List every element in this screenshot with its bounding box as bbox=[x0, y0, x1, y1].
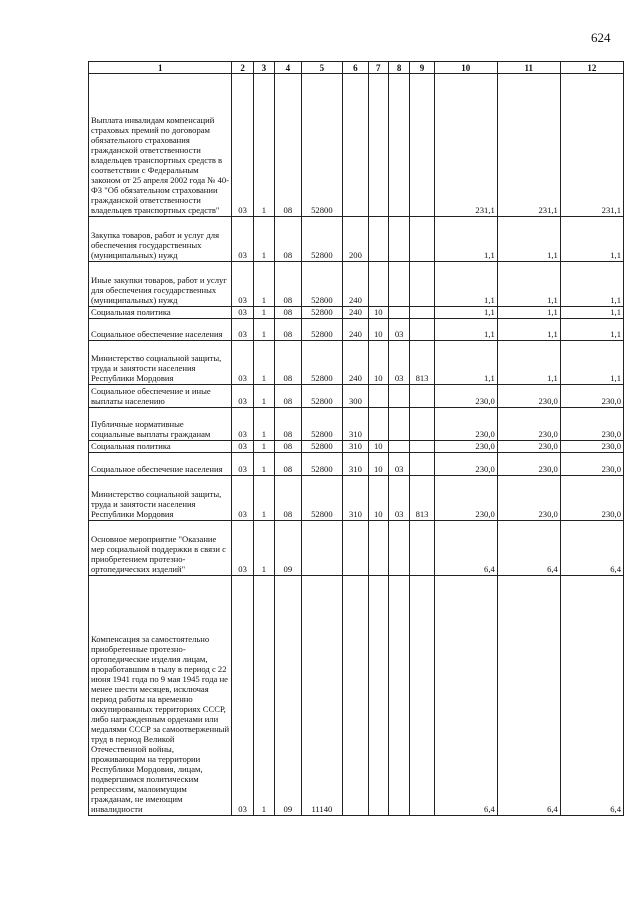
cell-code-4: 08 bbox=[275, 262, 301, 307]
table-row bbox=[89, 408, 624, 441]
cell-code-6 bbox=[343, 521, 368, 576]
cell-code-9: 813 bbox=[410, 341, 434, 385]
cell-amount-12: 1,1 bbox=[560, 341, 623, 385]
cell-code-2: 03 bbox=[232, 74, 253, 217]
cell-code-6 bbox=[343, 576, 368, 816]
cell-amount-11: 1,1 bbox=[497, 319, 560, 341]
cell-amount-12: 230,0 bbox=[560, 453, 623, 476]
cell-code-4: 08 bbox=[275, 307, 301, 319]
cell-code-2: 03 bbox=[232, 307, 253, 319]
table-row bbox=[89, 262, 624, 307]
cell-code-8 bbox=[388, 521, 409, 576]
cell-code-6: 310 bbox=[343, 476, 368, 521]
cell-amount-11: 1,1 bbox=[497, 341, 560, 385]
cell-amount-11: 231,1 bbox=[497, 74, 560, 217]
cell-code-4: 08 bbox=[275, 441, 301, 453]
cell-code-5: 52800 bbox=[301, 217, 343, 262]
cell-code-6 bbox=[343, 74, 368, 217]
cell-code-3: 1 bbox=[253, 453, 274, 476]
cell-code-5: 52800 bbox=[301, 262, 343, 307]
cell-code-2: 03 bbox=[232, 319, 253, 341]
cell-amount-11: 1,1 bbox=[497, 262, 560, 307]
cell-code-2: 03 bbox=[232, 521, 253, 576]
cell-code-4: 08 bbox=[275, 408, 301, 441]
cell-code-5: 52800 bbox=[301, 441, 343, 453]
cell-code-2: 03 bbox=[232, 385, 253, 408]
col-header: 2 bbox=[232, 62, 253, 74]
cell-code-2: 03 bbox=[232, 441, 253, 453]
cell-code-4: 08 bbox=[275, 341, 301, 385]
cell-amount-10: 1,1 bbox=[434, 341, 497, 385]
cell-code-3: 1 bbox=[253, 319, 274, 341]
col-header: 1 bbox=[89, 62, 232, 74]
cell-code-3: 1 bbox=[253, 521, 274, 576]
cell-code-3: 1 bbox=[253, 476, 274, 521]
cell-code-2: 03 bbox=[232, 341, 253, 385]
cell-amount-12: 6,4 bbox=[560, 576, 623, 816]
cell-code-8: 03 bbox=[388, 453, 409, 476]
cell-code-7: 10 bbox=[368, 307, 388, 319]
cell-code-3: 1 bbox=[253, 341, 274, 385]
row-description: Иные закупки товаров, работ и услуг для обеспечения государственных (муниципальных) нужд bbox=[89, 262, 232, 307]
cell-amount-12: 1,1 bbox=[560, 319, 623, 341]
cell-code-6: 200 bbox=[343, 217, 368, 262]
cell-code-8 bbox=[388, 262, 409, 307]
cell-code-3: 1 bbox=[253, 385, 274, 408]
cell-amount-11: 1,1 bbox=[497, 307, 560, 319]
cell-amount-10: 231,1 bbox=[434, 74, 497, 217]
cell-code-4: 09 bbox=[275, 521, 301, 576]
cell-code-9 bbox=[410, 576, 434, 816]
cell-code-4: 08 bbox=[275, 476, 301, 521]
cell-code-6: 240 bbox=[343, 341, 368, 385]
cell-code-8 bbox=[388, 408, 409, 441]
row-description: Социальное обеспечение населения bbox=[89, 453, 232, 476]
table-row bbox=[89, 385, 624, 408]
cell-amount-10: 230,0 bbox=[434, 385, 497, 408]
cell-code-6: 300 bbox=[343, 385, 368, 408]
cell-amount-10: 1,1 bbox=[434, 319, 497, 341]
cell-amount-12: 1,1 bbox=[560, 217, 623, 262]
table-row bbox=[89, 74, 624, 217]
page-number: 624 bbox=[591, 30, 611, 45]
cell-amount-10: 1,1 bbox=[434, 262, 497, 307]
col-header: 5 bbox=[301, 62, 343, 74]
cell-code-3: 1 bbox=[253, 262, 274, 307]
row-description: Социальное обеспечение и иные выплаты населению bbox=[89, 385, 232, 408]
cell-code-3: 1 bbox=[253, 441, 274, 453]
col-header: 11 bbox=[497, 62, 560, 74]
table-row bbox=[89, 217, 624, 262]
row-description: Публичные нормативные социальные выплаты гражданам bbox=[89, 408, 232, 441]
row-description: Компенсация за самостоятельно приобретенные протезно-ортопедические изделия лицам, проработавшим в тылу в период с 22 июня 1941 года по 9 мая 1945 года не менее шести месяцев, исключая период работы на временно оккупированных территориях СССР, либо награжденным орденами или медалями СССР за самоотверженный труд в период Великой Отечественной войны, проживающим на территории Республики Мордовия, лицам, подвергшимся политическим репрессиям, малоимущим гражданам, не имеющим инвалидности bbox=[89, 576, 232, 816]
cell-code-9 bbox=[410, 74, 434, 217]
cell-code-5: 52800 bbox=[301, 307, 343, 319]
cell-code-6: 310 bbox=[343, 408, 368, 441]
cell-amount-12: 230,0 bbox=[560, 408, 623, 441]
cell-amount-12: 231,1 bbox=[560, 74, 623, 217]
col-header: 3 bbox=[253, 62, 274, 74]
col-header: 12 bbox=[560, 62, 623, 74]
budget-table bbox=[88, 61, 624, 816]
col-header: 8 bbox=[388, 62, 409, 74]
cell-code-8 bbox=[388, 307, 409, 319]
cell-code-2: 03 bbox=[232, 262, 253, 307]
cell-code-7 bbox=[368, 262, 388, 307]
cell-amount-10: 6,4 bbox=[434, 521, 497, 576]
table-row bbox=[89, 476, 624, 521]
cell-code-5: 11140 bbox=[301, 576, 343, 816]
cell-code-2: 03 bbox=[232, 576, 253, 816]
cell-code-7 bbox=[368, 408, 388, 441]
cell-code-3: 1 bbox=[253, 74, 274, 217]
cell-code-6: 310 bbox=[343, 453, 368, 476]
col-header: 10 bbox=[434, 62, 497, 74]
cell-code-4: 09 bbox=[275, 576, 301, 816]
col-header: 7 bbox=[368, 62, 388, 74]
cell-code-7 bbox=[368, 217, 388, 262]
cell-amount-11: 230,0 bbox=[497, 441, 560, 453]
cell-amount-11: 230,0 bbox=[497, 476, 560, 521]
cell-amount-10: 1,1 bbox=[434, 217, 497, 262]
cell-amount-10: 230,0 bbox=[434, 453, 497, 476]
cell-code-8: 03 bbox=[388, 341, 409, 385]
cell-amount-12: 230,0 bbox=[560, 476, 623, 521]
cell-amount-11: 230,0 bbox=[497, 408, 560, 441]
cell-code-9 bbox=[410, 217, 434, 262]
header-row bbox=[89, 62, 624, 74]
cell-code-7 bbox=[368, 521, 388, 576]
cell-amount-10: 6,4 bbox=[434, 576, 497, 816]
cell-code-6: 310 bbox=[343, 441, 368, 453]
cell-amount-10: 230,0 bbox=[434, 441, 497, 453]
cell-code-9 bbox=[410, 441, 434, 453]
table-row bbox=[89, 441, 624, 453]
cell-code-6: 240 bbox=[343, 319, 368, 341]
cell-amount-12: 230,0 bbox=[560, 385, 623, 408]
cell-amount-12: 1,1 bbox=[560, 262, 623, 307]
row-description: Основное мероприятие "Оказание мер социальной поддержки в связи с приобретением протезно-ортопедических изделий" bbox=[89, 521, 232, 576]
cell-amount-10: 1,1 bbox=[434, 307, 497, 319]
row-description: Министерство социальной защиты, труда и занятости населения Республики Мордовия bbox=[89, 341, 232, 385]
cell-code-7: 10 bbox=[368, 341, 388, 385]
cell-code-4: 08 bbox=[275, 217, 301, 262]
cell-amount-11: 230,0 bbox=[497, 453, 560, 476]
cell-amount-12: 1,1 bbox=[560, 307, 623, 319]
cell-code-2: 03 bbox=[232, 217, 253, 262]
cell-code-9 bbox=[410, 319, 434, 341]
cell-code-8: 03 bbox=[388, 319, 409, 341]
cell-code-8: 03 bbox=[388, 476, 409, 521]
cell-code-5 bbox=[301, 521, 343, 576]
cell-code-7: 10 bbox=[368, 319, 388, 341]
cell-amount-12: 230,0 bbox=[560, 441, 623, 453]
cell-code-5: 52800 bbox=[301, 453, 343, 476]
table-row bbox=[89, 576, 624, 816]
table-row bbox=[89, 307, 624, 319]
row-description: Выплата инвалидам компенсаций страховых премий по договорам обязательного страхования гражданской ответственности владельцев транспортных средств в соответствии с Федеральным законом от 25 апреля 2002 года № 40-ФЗ "Об обязательном страховании гражданской ответственности владельцев транспортных средств" bbox=[89, 74, 232, 217]
row-description: Закупка товаров, работ и услуг для обеспечения государственных (муниципальных) нужд bbox=[89, 217, 232, 262]
cell-code-5: 52800 bbox=[301, 341, 343, 385]
cell-code-6: 240 bbox=[343, 307, 368, 319]
cell-code-7: 10 bbox=[368, 441, 388, 453]
cell-code-9 bbox=[410, 453, 434, 476]
cell-code-8 bbox=[388, 441, 409, 453]
table-row bbox=[89, 319, 624, 341]
cell-code-4: 08 bbox=[275, 74, 301, 217]
cell-code-4: 08 bbox=[275, 319, 301, 341]
cell-code-5: 52800 bbox=[301, 74, 343, 217]
cell-amount-11: 230,0 bbox=[497, 385, 560, 408]
table-row bbox=[89, 341, 624, 385]
cell-code-7 bbox=[368, 74, 388, 217]
cell-code-9 bbox=[410, 307, 434, 319]
cell-code-5: 52800 bbox=[301, 408, 343, 441]
cell-code-4: 08 bbox=[275, 385, 301, 408]
cell-code-3: 1 bbox=[253, 576, 274, 816]
cell-code-9: 813 bbox=[410, 476, 434, 521]
table-row bbox=[89, 453, 624, 476]
row-description: Социальное обеспечение населения bbox=[89, 319, 232, 341]
cell-code-9 bbox=[410, 385, 434, 408]
cell-code-7 bbox=[368, 385, 388, 408]
cell-amount-11: 1,1 bbox=[497, 217, 560, 262]
row-description: Социальная политика bbox=[89, 441, 232, 453]
cell-amount-11: 6,4 bbox=[497, 521, 560, 576]
cell-code-3: 1 bbox=[253, 307, 274, 319]
cell-code-7: 10 bbox=[368, 453, 388, 476]
cell-amount-10: 230,0 bbox=[434, 476, 497, 521]
cell-code-5: 52800 bbox=[301, 385, 343, 408]
cell-code-2: 03 bbox=[232, 408, 253, 441]
cell-code-8 bbox=[388, 217, 409, 262]
table-row bbox=[89, 521, 624, 576]
cell-code-8 bbox=[388, 385, 409, 408]
cell-code-7: 10 bbox=[368, 476, 388, 521]
cell-code-5: 52800 bbox=[301, 319, 343, 341]
cell-code-6: 240 bbox=[343, 262, 368, 307]
row-description: Социальная политика bbox=[89, 307, 232, 319]
cell-code-9 bbox=[410, 408, 434, 441]
cell-code-8 bbox=[388, 576, 409, 816]
cell-code-2: 03 bbox=[232, 476, 253, 521]
cell-amount-10: 230,0 bbox=[434, 408, 497, 441]
cell-code-5: 52800 bbox=[301, 476, 343, 521]
col-header: 9 bbox=[410, 62, 434, 74]
cell-code-3: 1 bbox=[253, 408, 274, 441]
cell-amount-12: 6,4 bbox=[560, 521, 623, 576]
row-description: Министерство социальной защиты, труда и занятости населения Республики Мордовия bbox=[89, 476, 232, 521]
cell-code-8 bbox=[388, 74, 409, 217]
cell-code-9 bbox=[410, 262, 434, 307]
cell-code-7 bbox=[368, 576, 388, 816]
cell-code-3: 1 bbox=[253, 217, 274, 262]
cell-code-2: 03 bbox=[232, 453, 253, 476]
cell-code-4: 08 bbox=[275, 453, 301, 476]
cell-code-9 bbox=[410, 521, 434, 576]
cell-amount-11: 6,4 bbox=[497, 576, 560, 816]
col-header: 4 bbox=[275, 62, 301, 74]
col-header: 6 bbox=[343, 62, 368, 74]
